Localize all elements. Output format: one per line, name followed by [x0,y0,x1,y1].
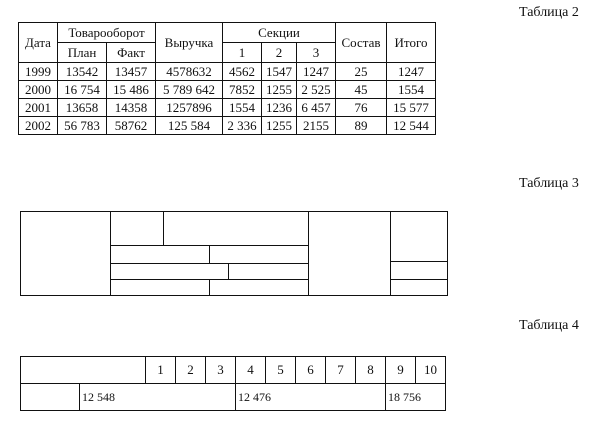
table-cell: 1236 [262,99,297,117]
table-cell: 56 783 [58,117,107,135]
header-section-1: 1 [223,43,262,63]
table-3-caption: Таблица 3 [519,176,579,191]
table-cell: 9 [386,357,416,384]
table-cell: 15 577 [387,99,436,117]
table-cell: 7852 [223,81,262,99]
table-cell: 1999 [19,63,58,81]
grid-line [228,263,229,279]
table-cell: 2 525 [297,81,336,99]
table-cell: 13457 [107,63,156,81]
header-date: Дата [19,23,58,63]
grid-line [390,261,447,262]
table-cell: 125 584 [156,117,223,135]
grid-line [110,245,308,246]
table-cell: 12 544 [387,117,436,135]
table-cell: 13658 [58,99,107,117]
table-row [19,63,436,81]
table-2 [18,22,436,135]
table-cell: 8 [356,357,386,384]
table-row [21,384,446,411]
table-cell: 2000 [19,81,58,99]
table-cell: 6 [296,357,326,384]
table-cell: 1 [146,357,176,384]
table-cell: 12 476 [236,384,386,411]
table-4 [20,356,446,411]
table-cell: 2002 [19,117,58,135]
header-section-2: 2 [262,43,297,63]
table-cell: 89 [336,117,387,135]
table-row [19,99,436,117]
table-cell: 4 [236,357,266,384]
header-section-3: 3 [297,43,336,63]
table-cell: 58762 [107,117,156,135]
table-cell: 7 [326,357,356,384]
grid-line [110,263,308,264]
header-revenue: Выручка [156,23,223,63]
table-cell: 4578632 [156,63,223,81]
table-cell: 5 [266,357,296,384]
table-cell: 2 336 [223,117,262,135]
table-3-empty-grid [20,211,448,296]
table-cell: 2001 [19,99,58,117]
grid-line [209,245,210,263]
grid-line [390,279,447,280]
table-cell: 2 [176,357,206,384]
table-cell: 6 457 [297,99,336,117]
table-cell: 18 756 [386,384,446,411]
table-cell: 16 754 [58,81,107,99]
table-cell-empty [21,384,80,411]
grid-line [209,279,210,295]
header-fact: Факт [107,43,156,63]
table-cell: 1255 [262,117,297,135]
table-cell: 12 548 [80,384,236,411]
header-total: Итого [387,23,436,63]
table-cell: 13542 [58,63,107,81]
table-cell: 25 [336,63,387,81]
table-cell: 5 789 642 [156,81,223,99]
table-cell: 1247 [387,63,436,81]
table-cell: 4562 [223,63,262,81]
table-cell: 1554 [223,99,262,117]
table-cell: 1547 [262,63,297,81]
header-sections: Секции [223,23,336,43]
table-cell: 1255 [262,81,297,99]
table-cell: 76 [336,99,387,117]
table-cell: 10 [416,357,446,384]
table-row [19,117,436,135]
table-4-caption: Таблица 4 [519,318,579,333]
table-cell: 1257896 [156,99,223,117]
table-cell: 3 [206,357,236,384]
grid-line [163,212,164,245]
grid-line [110,212,111,295]
table-cell: 14358 [107,99,156,117]
table-cell: 45 [336,81,387,99]
table-2-caption: Таблица 2 [519,5,579,20]
header-turnover: Товарооборот [58,23,156,43]
table-cell: 15 486 [107,81,156,99]
grid-line [390,212,391,295]
table-cell: 1554 [387,81,436,99]
table-cell: 1247 [297,63,336,81]
table-row [19,81,436,99]
header-composition: Состав [336,23,387,63]
table-cell-empty [21,357,146,384]
grid-line [308,212,309,295]
header-plan: План [58,43,107,63]
table-cell: 2155 [297,117,336,135]
table-row [21,357,446,384]
grid-line [110,279,308,280]
